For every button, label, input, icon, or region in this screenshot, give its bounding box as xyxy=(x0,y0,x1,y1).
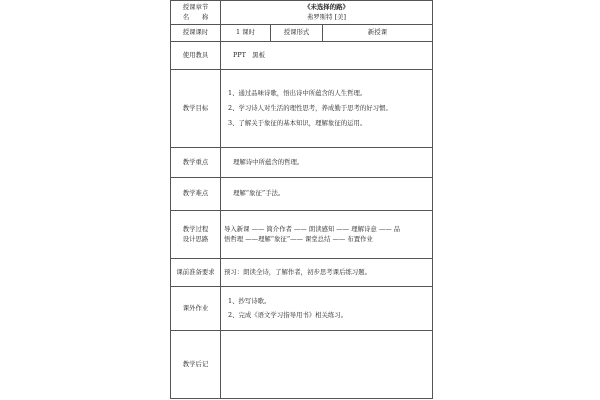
tools-row xyxy=(171,42,433,70)
goal-item: 1、通过品味诗歌，悟出诗中所蕴含的人生哲理。 xyxy=(228,88,367,97)
time-label: 授课课时 xyxy=(171,25,221,42)
homework-item: 2、完成《语文学习指导用书》相关练习。 xyxy=(228,310,348,319)
process-row xyxy=(171,211,433,259)
goals-content xyxy=(221,70,433,148)
tools-label: 使用教具 xyxy=(171,42,221,70)
form-label: 授课形式 xyxy=(271,25,323,42)
goals-label: 教学目标 xyxy=(171,70,221,148)
process-content xyxy=(221,211,433,259)
form-value: 新授课 xyxy=(323,25,433,42)
chapter-title-cell xyxy=(221,1,433,25)
preparation-value: 预习：朗读全诗，了解作者，初步思考课后练习题。 xyxy=(221,259,433,287)
key-point-value: 理解诗中所蕴含的哲理。 xyxy=(221,148,433,178)
lesson-title: 《未选择的路》 xyxy=(304,3,349,12)
goal-item: 3、了解关于象征的基本知识，理解象征的运用。 xyxy=(228,119,367,128)
chapter-row xyxy=(171,1,433,25)
preparation-label: 课前准备要求 xyxy=(171,259,221,287)
goals-row xyxy=(171,70,433,148)
key-point-label: 教学重点 xyxy=(171,148,221,178)
preparation-row xyxy=(171,259,433,287)
homework-row xyxy=(171,287,433,331)
tools-value: PPT 黑板 xyxy=(221,42,433,70)
goal-item: 2、学习诗人对生活的理性思考，养成勤于思考的好习惯。 xyxy=(228,103,392,112)
difficulty-row xyxy=(171,178,433,211)
difficulty-value: 理解“象征”手法。 xyxy=(221,178,433,211)
process-label: 教学过程 设计思路 xyxy=(171,211,221,259)
homework-item: 1、抄写诗歌。 xyxy=(228,297,271,306)
lesson-plan-table xyxy=(170,0,433,399)
lesson-author: 弗罗斯特 [美] xyxy=(307,12,346,21)
time-row xyxy=(171,25,433,42)
afterword-label: 教学后记 xyxy=(171,331,221,399)
homework-label: 课外作业 xyxy=(171,287,221,331)
difficulty-label: 教学难点 xyxy=(171,178,221,211)
afterword-value xyxy=(221,331,433,399)
key-point-row xyxy=(171,148,433,178)
afterword-row xyxy=(171,331,433,399)
homework-content xyxy=(221,287,433,331)
chapter-label: 授课章节 名 称 xyxy=(171,1,221,25)
time-hours: 1 课时 xyxy=(221,25,271,42)
process-line: 悟哲理 ——理解“象征”—— 课堂总结 —— 布置作业 xyxy=(224,234,373,243)
process-line: 导入新课 —— 简介作者 —— 朗读感知 —— 理解诗意 —— 品 xyxy=(224,225,401,234)
